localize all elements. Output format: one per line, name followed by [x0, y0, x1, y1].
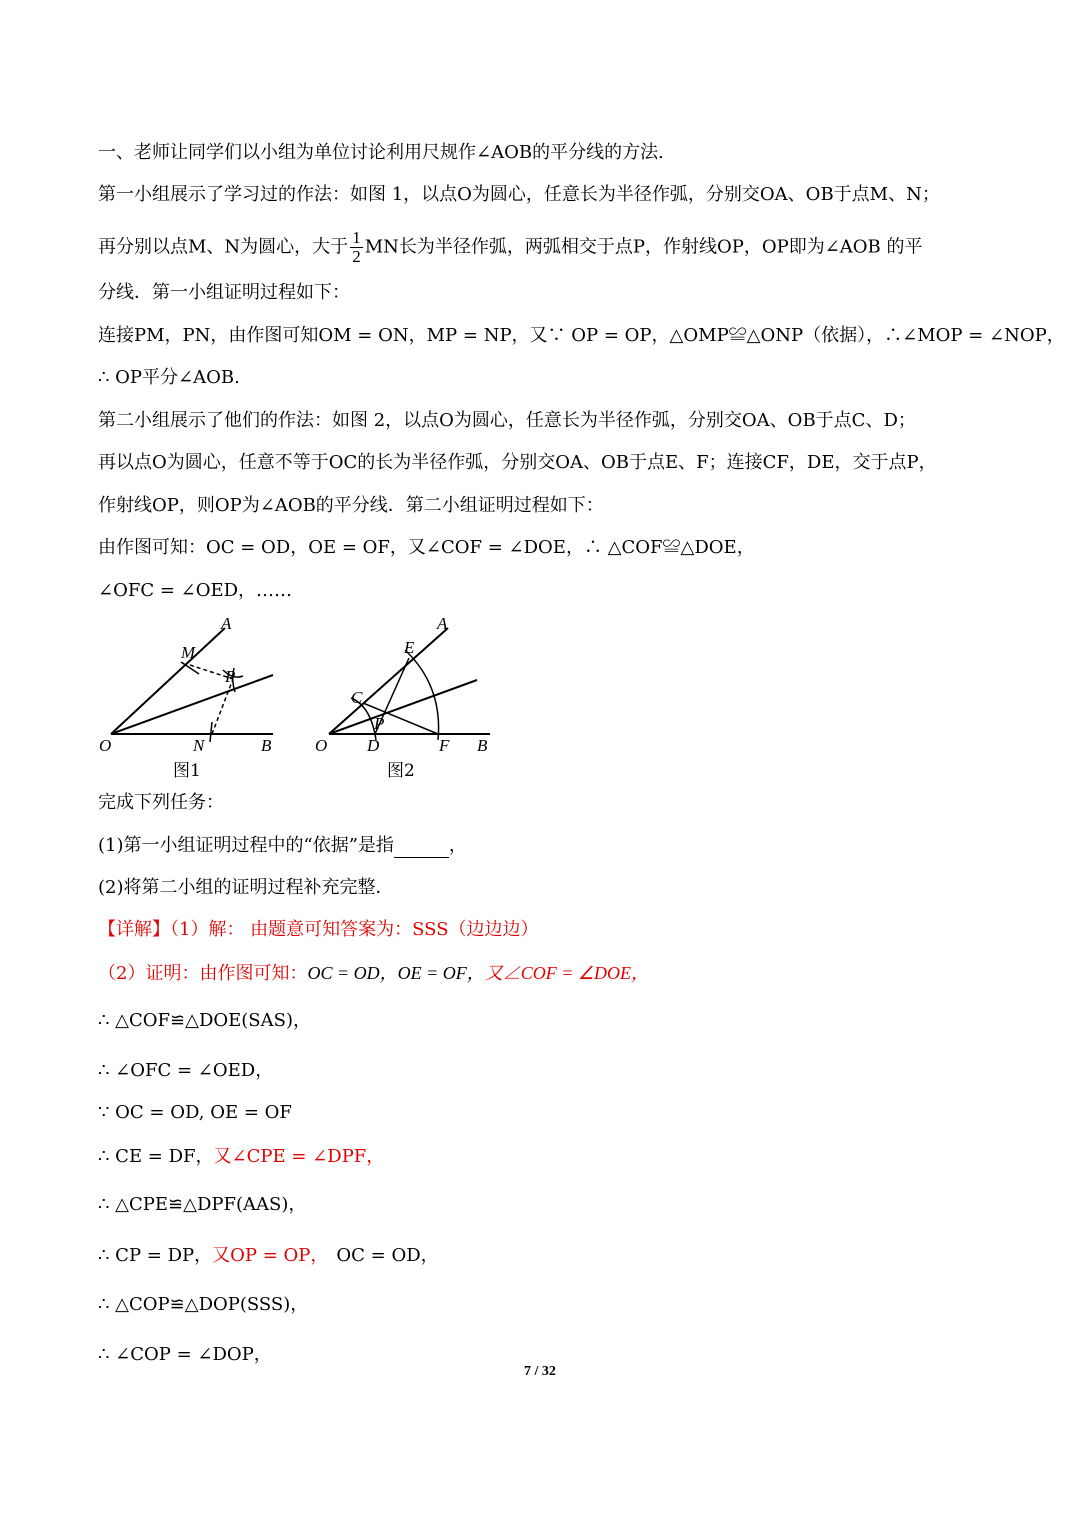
fig1-label-m: M	[181, 643, 196, 662]
fig2-label-p: P	[374, 714, 385, 733]
solution-part2-intro: （2）证明：由作图可知：	[98, 963, 308, 984]
page-number: 7 / 32	[524, 1364, 556, 1379]
fraction-one-half	[350, 229, 363, 266]
fig2-caption: 图2	[387, 761, 415, 781]
task-1-text: (1)第一小组证明过程中的“依据”是指	[98, 835, 394, 856]
group2-method-line2: 再以点O为圆心，任意不等于OC的长为半径作弧，分别交OA、OB于点E、F；连接CF，DE，交于点P，	[98, 452, 937, 473]
group1-proof-line1: 连接PM，PN，由作图可知OM = ON，MP = NP，又∵ OP = OP，△OMP≌△ONP（依据），∴∠MOP = ∠NOP，	[98, 325, 1065, 346]
solution-step-6-b: 又∠CPE = ∠DPF，	[213, 1146, 385, 1167]
fig2-label-a: A	[437, 614, 448, 633]
group2-proof-line1: 由作图可知：OC = OD，OE = OF，又∠COF = ∠DOE，∴ △COF≌△DOE，	[98, 537, 755, 558]
fig1-label-a: A	[221, 614, 232, 633]
problem-intro: 一、老师让同学们以小组为单位讨论利用尺规作∠AOB的平分线的方法.	[98, 142, 664, 163]
group1-method-line2-pre: 再分别以点M、N为圆心，大于	[98, 236, 349, 258]
fig1-label-p: P	[225, 667, 236, 686]
fig1-label-o: O	[99, 736, 112, 755]
fig1-label-n: N	[193, 736, 205, 755]
fig2-ray-oa	[329, 628, 448, 734]
solution-step-3: ∴ △COF≌△DOE(SAS)，	[98, 1010, 311, 1031]
group2-proof-line2: ∠OFC = ∠OED，……	[98, 580, 293, 601]
solution-step-5: ∵ OC = OD, OE = OF	[98, 1102, 292, 1123]
fig1-label-b: B	[261, 736, 272, 755]
fig2-label-f: F	[439, 736, 450, 755]
fig1-arc-mark-m	[181, 662, 199, 674]
task-1	[98, 834, 467, 858]
solution-part2-line1	[98, 961, 649, 986]
answer-blank	[394, 839, 449, 858]
fig2-label-e: E	[404, 638, 415, 657]
fig2-label-c: C	[351, 688, 363, 707]
group1-method-line3: 分线．第一小组证明过程如下：	[98, 282, 350, 303]
figure-2-labels	[315, 614, 488, 781]
group1-method-line1: 第一小组展示了学习过的作法：如图 1，以点O为圆心，任意长为半径作弧，分别交OA、OB于点M、N；	[98, 184, 940, 205]
group1-proof-line2: ∴ OP平分∠AOB.	[98, 367, 240, 388]
solution-part2-equalities: OC = OD，OE = OF，	[307, 963, 485, 983]
fraction-numerator: 1	[352, 228, 361, 247]
fig2-label-d: D	[367, 736, 380, 755]
fig2-label-b: B	[477, 736, 488, 755]
solution-step-6-a: ∴ CE = DF，	[98, 1146, 214, 1167]
figure-1-labels	[99, 614, 272, 781]
fraction-denominator: 2	[352, 247, 361, 266]
solution-step-8	[98, 1244, 439, 1268]
solution-part2-angle: 又∠COF = ∠DOE，	[484, 963, 650, 983]
geometry-figures	[95, 610, 515, 785]
group2-method-line3: 作射线OP，则OP为∠AOB的平分线．第二小组证明过程如下：	[98, 495, 604, 516]
solution-part1: 【详解】（1）解： 由题意可知答案为：SSS（边边边）	[98, 919, 539, 940]
fig1-segment-np	[212, 679, 233, 734]
task-1-comma: ，	[448, 835, 467, 856]
tasks-heading: 完成下列任务：	[98, 792, 224, 813]
solution-step-10: ∴ ∠COP = ∠DOP，	[98, 1344, 272, 1365]
solution-step-6	[98, 1145, 384, 1169]
solution-step-9: ∴ △COP≌△DOP(SSS)，	[98, 1294, 309, 1315]
fig1-ray-op	[111, 675, 273, 734]
solution-step-8-c: OC = OD，	[336, 1245, 439, 1266]
fig1-arc-mark-n	[210, 722, 212, 742]
solution-step-4: ∴ ∠OFC = ∠OED，	[98, 1060, 274, 1081]
fig1-ray-oa	[111, 628, 225, 734]
solution-step-8-b: 又OP = OP，	[212, 1245, 329, 1266]
group1-method-line2-post: MN长为半径作弧，两弧相交于点P，作射线OP，OP即为∠AOB 的平	[364, 236, 923, 258]
fig2-label-o: O	[315, 736, 328, 755]
fig1-caption: 图1	[173, 761, 201, 781]
solution-step-7: ∴ △CPE≌△DPF(AAS)，	[98, 1194, 307, 1215]
group2-method-line1: 第二小组展示了他们的作法：如图 2，以点O为圆心，任意长为半径作弧，分别交OA、OB于点C、D；	[98, 410, 916, 431]
group1-method-line2	[98, 229, 923, 266]
solution-step-8-a: ∴ CP = DP，	[98, 1245, 213, 1266]
task-2: (2)将第二小组的证明过程补充完整．	[98, 877, 394, 898]
